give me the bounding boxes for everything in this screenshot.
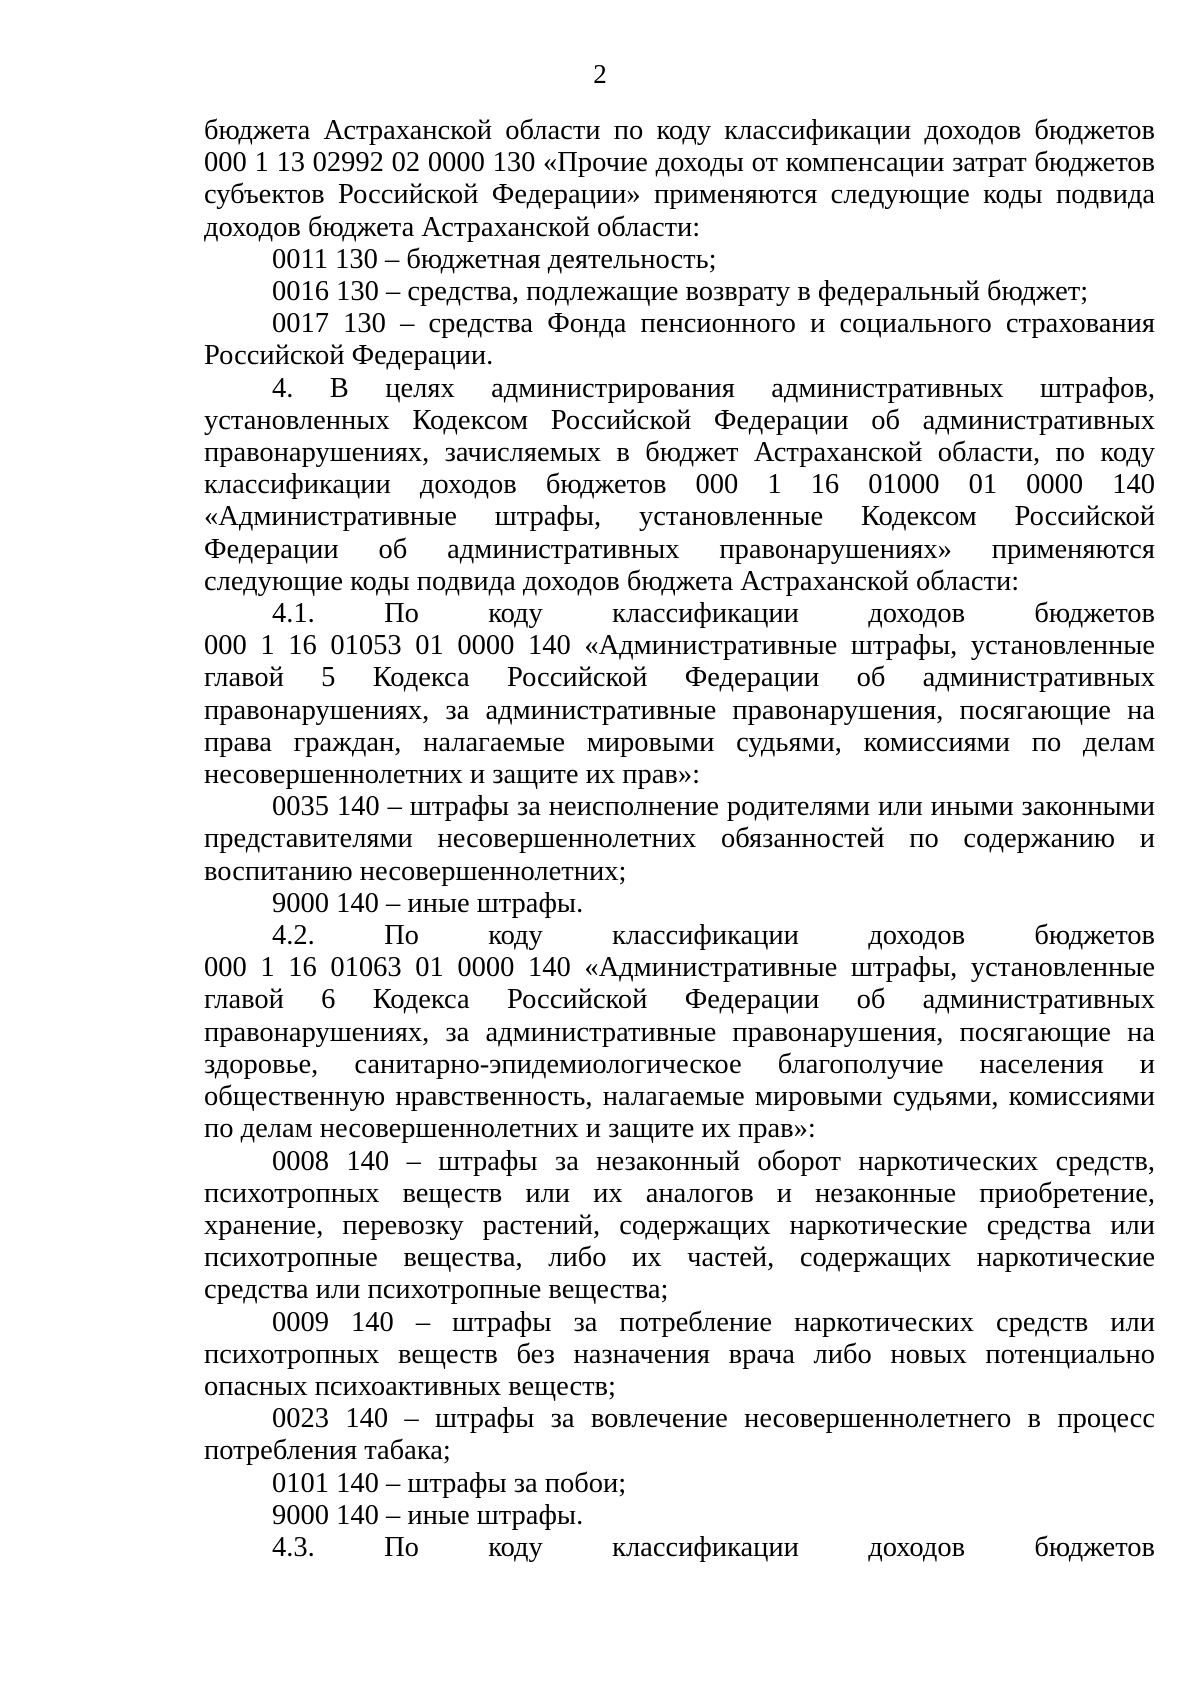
- paragraph: 0011 130 – бюджетная деятельность;: [272, 243, 717, 275]
- page-number: 2: [593, 59, 607, 89]
- paragraph: 9000 140 – иные штрафы.: [272, 1499, 584, 1531]
- paragraph: 4.1. По коду классификации доходов бюджетов: [272, 598, 1155, 630]
- paragraph: 0101 140 – штрафы за побои;: [272, 1467, 627, 1499]
- paragraph: 0017 130 – средства Фонда пенсионного и социального страхования Российской Федерации.: [204, 308, 1155, 372]
- paragraph: 000 1 16 01053 01 0000 140 «Административные штрафы, установленные главой 5 Кодекса Российской Федерации об административных правонарушениях, за административные правонарушения, посягающие на права граждан, налагаемые мировыми судьями, комиссиями по делам несовершеннолетних и защите их прав»:: [204, 630, 1155, 791]
- paragraph: бюджета Астраханской области по коду классификации доходов бюджетов 000 1 13 02992 02 0000 130 «Прочие доходы от компенсации затрат бюджетов субъектов Российской Федерации» применяются следующие коды подвида доходов бюджета Астраханской области:: [204, 115, 1155, 243]
- paragraph: 9000 140 – иные штрафы.: [272, 887, 584, 919]
- paragraph: 4.2. По коду классификации доходов бюджетов: [272, 920, 1155, 952]
- paragraph: 4.3. По коду классификации доходов бюджетов: [272, 1531, 1155, 1563]
- paragraph: 0008 140 – штрафы за незаконный оборот наркотических средств, психотропных веществ или их аналогов и незаконные приобретение, хранение, перевозку растений, содержащих наркотические средства или психотропные вещества, либо их частей, содержащих наркотические средства или психотропные вещества;: [204, 1145, 1155, 1306]
- paragraph: 0009 140 – штрафы за потребление наркотических средств или психотропных веществ без назначения врача либо новых потенциально опасных психоактивных веществ;: [204, 1306, 1155, 1402]
- paragraph: 4. В целях администрирования административных штрафов, установленных Кодексом Российской Федерации об административных правонарушениях, зачисляемых в бюджет Астраханской области, по коду классификации доходов бюджетов 000 1 16 01000 01 0000 140 «Административные штрафы, установленные Кодексом Российской Федерации об административных правонарушениях» применяются следующие коды подвида доходов бюджета Астраханской области:: [204, 372, 1155, 597]
- paragraph: 0023 140 – штрафы за вовлечение несовершеннолетнего в процесс потребления табака;: [204, 1403, 1155, 1467]
- document-body: [204, 115, 1155, 1564]
- paragraph: 000 1 16 01063 01 0000 140 «Административные штрафы, установленные главой 6 Кодекса Российской Федерации об административных правонарушениях, за административные правонарушения, посягающие на здоровье, санитарно-эпидемиологическое благополучие населения и общественную нравственность, налагаемые мировыми судьями, комиссиями по делам несовершеннолетних и защите их прав»:: [204, 952, 1155, 1145]
- paragraph: 0016 130 – средства, подлежащие возврату в федеральный бюджет;: [272, 276, 1089, 308]
- paragraph: 0035 140 – штрафы за неисполнение родителями или иными законными представителями несовершеннолетних обязанностей по содержанию и воспитанию несовершеннолетних;: [204, 791, 1155, 887]
